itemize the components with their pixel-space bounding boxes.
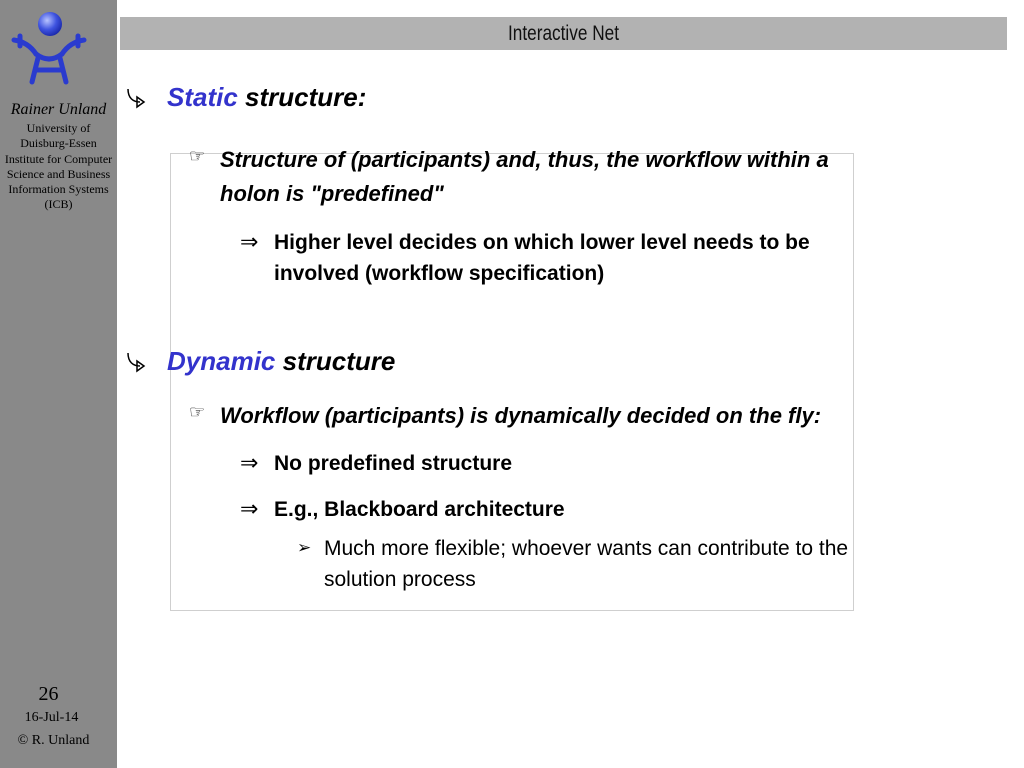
curved-arrow-icon (124, 86, 148, 110)
dynamic-note-line: solution process (324, 568, 476, 591)
copyright-notice: © R. Unland (17, 733, 90, 748)
dynamic-note (324, 533, 848, 595)
implies-arrow-icon: ⇒ (240, 450, 259, 475)
affiliation-line: Duisburg-Essen (20, 136, 97, 151)
arrowhead-bullet-icon: ➢ (297, 538, 312, 557)
static-detail (274, 227, 810, 289)
dynamic-sub-point: Workflow (participants) is dynamically decided on the fly: (220, 403, 822, 428)
affiliation-line: University of (26, 121, 91, 135)
static-sub-line: Structure of (participants) and, thus, the workflow within a (220, 147, 829, 172)
static-detail-line: involved (workflow specification) (274, 262, 605, 285)
sidebar (0, 0, 117, 768)
dynamic-heading (167, 346, 395, 377)
affiliation-line: Institute for Computer (4, 151, 113, 166)
title-bar (120, 17, 1007, 50)
university-logo-icon (8, 8, 88, 88)
dynamic-detail: No predefined structure (274, 452, 513, 475)
affiliation (0, 121, 117, 213)
dynamic-detail: E.g., Blackboard architecture (274, 498, 565, 521)
static-detail-line: Higher level decides on which lower level needs to be (274, 231, 810, 254)
affiliation-line: (ICB) (44, 197, 73, 212)
static-sub-point (220, 143, 829, 211)
static-keyword: Static (167, 82, 238, 112)
static-heading (167, 82, 366, 113)
affiliation-line: Information Systems (8, 182, 109, 197)
dynamic-heading-rest: structure (282, 346, 396, 376)
slide-date: 16-Jul-14 (24, 710, 79, 725)
static-sub-line: holon is "predefined" (220, 181, 444, 206)
implies-arrow-icon: ⇒ (240, 229, 259, 254)
page-number: 26 (38, 683, 59, 705)
dynamic-keyword: Dynamic (167, 346, 276, 376)
page-title: Interactive Net (507, 22, 620, 45)
curved-arrow-icon (124, 350, 148, 374)
static-heading-rest: structure: (245, 82, 367, 112)
dynamic-note-line: Much more flexible; whoever wants can contribute to the (324, 537, 849, 560)
implies-arrow-icon: ⇒ (240, 496, 259, 521)
affiliation-line: Science and Business (6, 166, 111, 181)
pointing-hand-icon: ☞ (189, 402, 206, 422)
author-name: Rainer Unland (10, 101, 107, 118)
pointing-hand-icon: ☞ (189, 146, 206, 166)
